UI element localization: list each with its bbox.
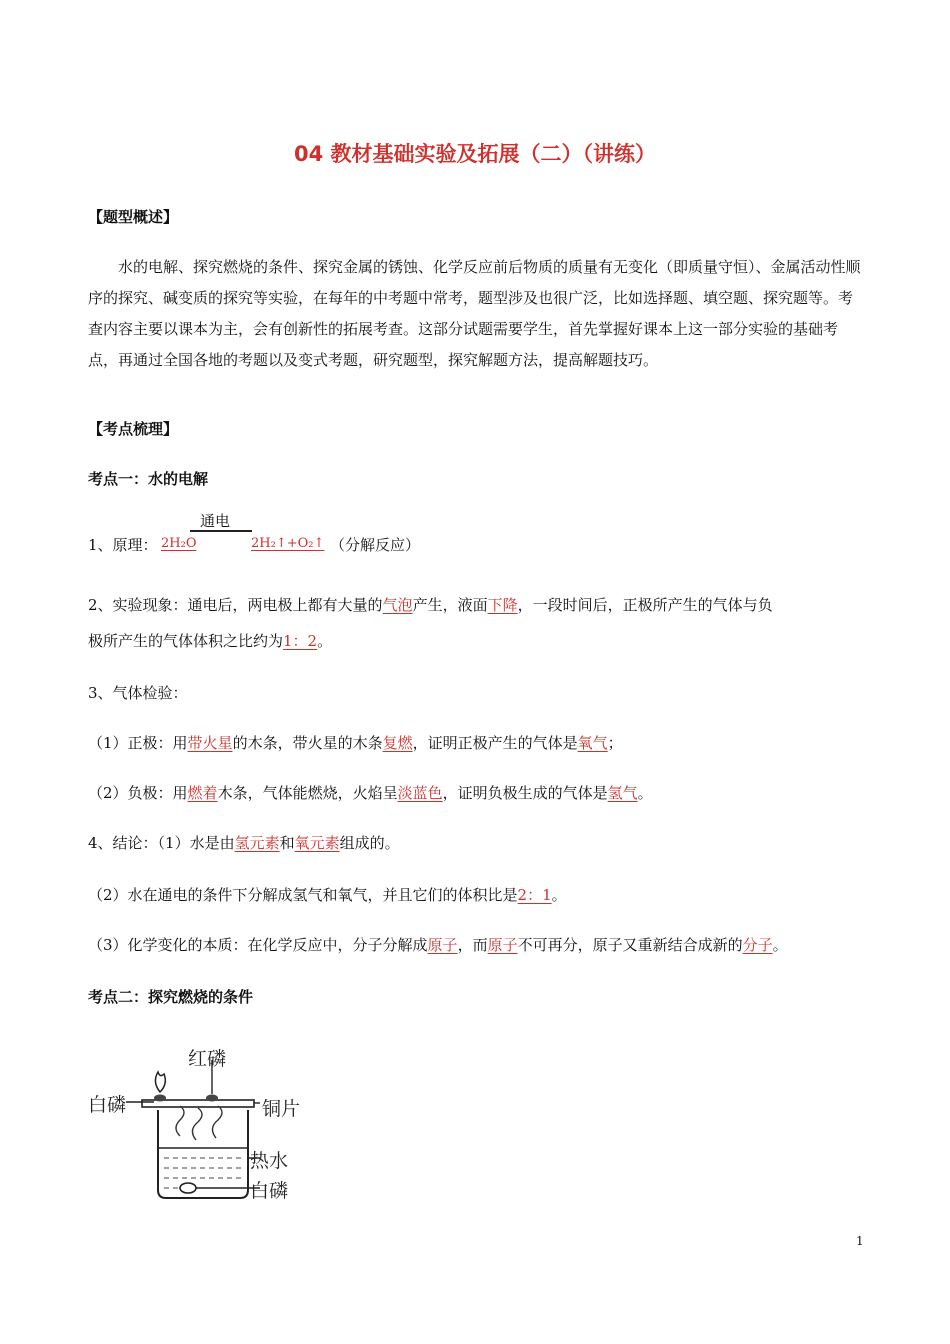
gas-test-heading: 3、气体检验： xyxy=(88,684,188,702)
page-title: 04 教材基础实验及拓展（二）（讲练） xyxy=(293,142,657,166)
review-heading: 【考点梳理】 xyxy=(88,420,179,438)
overview-heading: 【题型概述】 xyxy=(88,208,179,226)
label-copper-sheet: 铜片 xyxy=(262,1098,301,1120)
condition-line xyxy=(190,530,252,532)
point1-heading: 考点一：水的电解 xyxy=(88,470,209,488)
answer-ratio: 1：2 xyxy=(283,632,318,650)
negative-electrode-line: （2）负极：用燃着木条，气体能燃烧，火焰呈淡蓝色，证明负极生成的气体是氢气。 xyxy=(88,784,653,802)
label-hot-water: 热水 xyxy=(250,1150,289,1172)
phenomenon-line2: 极所产生的气体体积之比约为1：2。 xyxy=(88,632,333,650)
phenomenon-line1: 2、实验现象：通电后，两电极上都有大量的气泡产生，液面下降，一段时间后，正极所产生的气体与负 xyxy=(88,596,773,614)
white-phosphorus-top xyxy=(154,1095,166,1102)
label-white-phosphorus-bottom: 白磷 xyxy=(250,1180,289,1202)
red-phosphorus xyxy=(206,1095,218,1102)
equation-condition: 通电 xyxy=(200,512,231,530)
answer-drop: 下降 xyxy=(487,596,518,614)
principle-note: （分解反应） xyxy=(330,536,421,554)
conclusion-line3: （3）化学变化的本质：在化学反应中，分子分解成原子，而原子不可再分，原子又重新结合成新的分子。 xyxy=(88,936,788,954)
flame-icon xyxy=(155,1072,165,1092)
page-number: 1 xyxy=(856,1234,864,1248)
conclusion-line2: （2）水在通电的条件下分解成氢气和氧气，并且它们的体积比是2：1。 xyxy=(88,886,567,904)
positive-electrode-line: （1）正极：用带火星的木条，带火星的木条复燃，证明正极产生的气体是氧气； xyxy=(88,734,623,752)
conclusion-line1: 4、结论：（1）水是由氢元素和氧元素组成的。 xyxy=(88,834,400,852)
overview-text: 水的电解、探究燃烧的条件、探究金属的锈蚀、化学反应前后物质的质量有无变化（即质量守恒）、金属活动性顺序的探究、碱变质的探究等实验，在每年的中考题中常考，题型涉及也很广泛，比如选择题、填空题、探究题等。考查内容主要以课本为主，会有创新性的拓展考查。这部分试题需要学生，首先掌握好课本上这一部分实验的基础考点，再通过全国各地的考题以及变式考题，研究题型，探究解题方法，提高解题技巧。 xyxy=(88,258,861,369)
label-red-phosphorus: 红磷 xyxy=(188,1048,227,1070)
beaker xyxy=(158,1110,248,1198)
equation-reactant: 2H₂O xyxy=(161,536,197,551)
label-white-phosphorus-top: 白磷 xyxy=(88,1094,127,1116)
white-phosphorus-bottom xyxy=(180,1183,196,1193)
equation-product: 2H₂↑+O₂↑ xyxy=(251,536,325,551)
principle-label: 1、原理： xyxy=(88,536,158,554)
answer-bubbles: 气泡 xyxy=(382,596,413,614)
point2-heading: 考点二：探究燃烧的条件 xyxy=(88,988,254,1006)
